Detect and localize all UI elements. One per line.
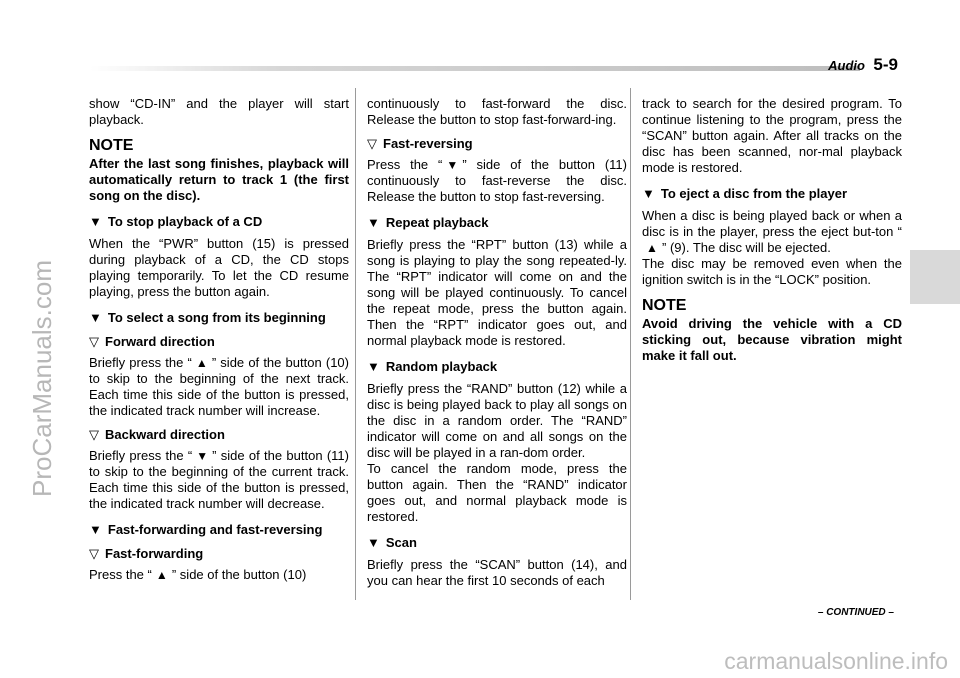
text-run: ” side of the button (10) xyxy=(171,567,307,582)
text-run: ” (9). The disc will be ejected. xyxy=(662,240,831,255)
heading-text: Scan xyxy=(385,535,417,550)
paragraph: Briefly press the “RAND” button (12) while a disc is being played back to play all songs on the disc in a random order. The “RAND” indicator will come on and all songs on the disc will be played in a ran-dom order. xyxy=(367,381,627,460)
paragraph xyxy=(89,355,349,419)
text-run: Press the “ xyxy=(367,157,443,172)
heading-text: Random playback xyxy=(385,359,498,374)
heading-scan xyxy=(367,535,627,551)
subheading-text: Forward direction xyxy=(105,334,215,349)
column-3 xyxy=(642,96,902,372)
text-run: When a disc is being played back or when a disc is in the player, press the eject but-ton “ xyxy=(642,208,902,239)
paragraph: Briefly press the “SCAN” button (14), and you can hear the first 10 seconds of each xyxy=(367,557,627,588)
heading-text: To eject a disc from the player xyxy=(660,186,848,201)
heading-random xyxy=(367,359,627,375)
page-number: 5-9 xyxy=(873,55,898,74)
paragraph: track to search for the desired program. To continue listening to the program, press the “SCAN” button again. After all tracks on the disc has been scanned, nor-mal playback mode is restored. xyxy=(642,96,902,175)
column-2 xyxy=(367,96,627,597)
paragraph: show “CD-IN” and the player will start playback. xyxy=(89,96,349,127)
heading-select-song xyxy=(89,310,349,326)
subheading-marker-icon: ▽ xyxy=(367,136,377,151)
heading-text: Repeat playback xyxy=(385,215,489,230)
subheading-text: Backward direction xyxy=(105,427,225,442)
paragraph xyxy=(642,208,902,256)
heading-marker-icon: ▼ xyxy=(89,214,102,229)
subheading-marker-icon: ▽ xyxy=(89,546,99,561)
note-title: NOTE xyxy=(89,137,134,154)
paragraph: To cancel the random mode, press the button again. Then the “RAND” indicator goes out, and normal playback mode is restored. xyxy=(367,461,627,524)
heading-text: To stop playback of a CD xyxy=(107,214,263,229)
note-body: Avoid driving the vehicle with a CD sticking out, because vibration might make it fall out. xyxy=(642,316,902,363)
paragraph xyxy=(89,448,349,512)
paragraph xyxy=(367,157,627,205)
section-title: Audio xyxy=(828,58,865,73)
down-arrow-icon: ▼ xyxy=(196,449,209,463)
text-run: Briefly press the “ xyxy=(89,355,192,370)
text-run: ” side of the button (11) continuously to fast-reverse the disc. Release the button to stop fast-reversing. xyxy=(367,157,627,204)
text-run: ” side of the button (10) to skip to the beginning of the next track. Each time this side of the button is pressed, the indicated track number will increase. xyxy=(89,355,349,418)
heading-text: To select a song from its beginning xyxy=(107,310,326,325)
column-divider xyxy=(355,88,356,600)
side-watermark-text: ProCarManuals.com xyxy=(26,259,57,497)
column-1 xyxy=(89,96,349,591)
chapter-tab-marker xyxy=(910,250,960,304)
paragraph: Briefly press the “RPT” button (13) while a song is playing to play the song repeated-ly. The “RPT” indicator will come on and the song will be played continuously. To cancel the repeat mode, press the button again. Then the “RPT” indicator goes out, and normal playback mode is restored. xyxy=(367,237,627,348)
up-arrow-icon: ▲ xyxy=(155,568,168,582)
subheading-fast-reversing xyxy=(367,136,627,152)
text-run: Press the “ xyxy=(89,567,152,582)
column-divider xyxy=(630,88,631,600)
subheading-marker-icon: ▽ xyxy=(89,427,99,442)
subheading-marker-icon: ▽ xyxy=(89,334,99,349)
note-title: NOTE xyxy=(642,297,687,314)
up-arrow-icon: ▲ xyxy=(195,356,208,370)
side-watermark xyxy=(22,128,62,628)
paragraph: The disc may be removed even when the ignition switch is in the “LOCK” position. xyxy=(642,256,902,287)
heading-marker-icon: ▼ xyxy=(367,535,380,550)
page-header xyxy=(828,55,898,75)
subheading-text: Fast-reversing xyxy=(383,136,473,151)
paragraph: When the “PWR” button (15) is pressed during playback of a CD, the CD stops playing temporarily. To let the CD resume playing, press the button again. xyxy=(89,236,349,299)
heading-marker-icon: ▼ xyxy=(367,359,380,374)
heading-marker-icon: ▼ xyxy=(89,522,102,537)
heading-eject xyxy=(642,186,902,202)
down-arrow-icon: ▼ xyxy=(446,158,459,172)
heading-repeat xyxy=(367,215,627,231)
text-run: ” side of the button (11) to skip to the beginning of the current track. Each time this side of the button is pressed, the indicated track number will decrease. xyxy=(89,448,349,511)
header-rule xyxy=(90,66,860,71)
heading-marker-icon: ▼ xyxy=(642,186,655,201)
bottom-watermark: carmanualsonline.info xyxy=(724,648,948,674)
note-body: After the last song finishes, playback will automatically return to track 1 (the first song on the disc). xyxy=(89,156,349,203)
subheading-forward xyxy=(89,334,349,350)
paragraph: continuously to fast-forward the disc. Release the button to stop fast-forward-ing. xyxy=(367,96,627,127)
subheading-fast-forwarding xyxy=(89,546,349,562)
heading-marker-icon: ▼ xyxy=(89,310,102,325)
heading-marker-icon: ▼ xyxy=(367,215,380,230)
subheading-backward xyxy=(89,427,349,443)
heading-text: Fast-forwarding and fast-reversing xyxy=(107,522,323,537)
subheading-text: Fast-forwarding xyxy=(105,546,204,561)
eject-icon: ▲ xyxy=(646,241,658,255)
text-run: Briefly press the “ xyxy=(89,448,193,463)
heading-fast-forwarding xyxy=(89,522,349,538)
continued-label: – CONTINUED – xyxy=(817,607,894,618)
paragraph xyxy=(89,567,349,583)
heading-stop-playback xyxy=(89,214,349,230)
